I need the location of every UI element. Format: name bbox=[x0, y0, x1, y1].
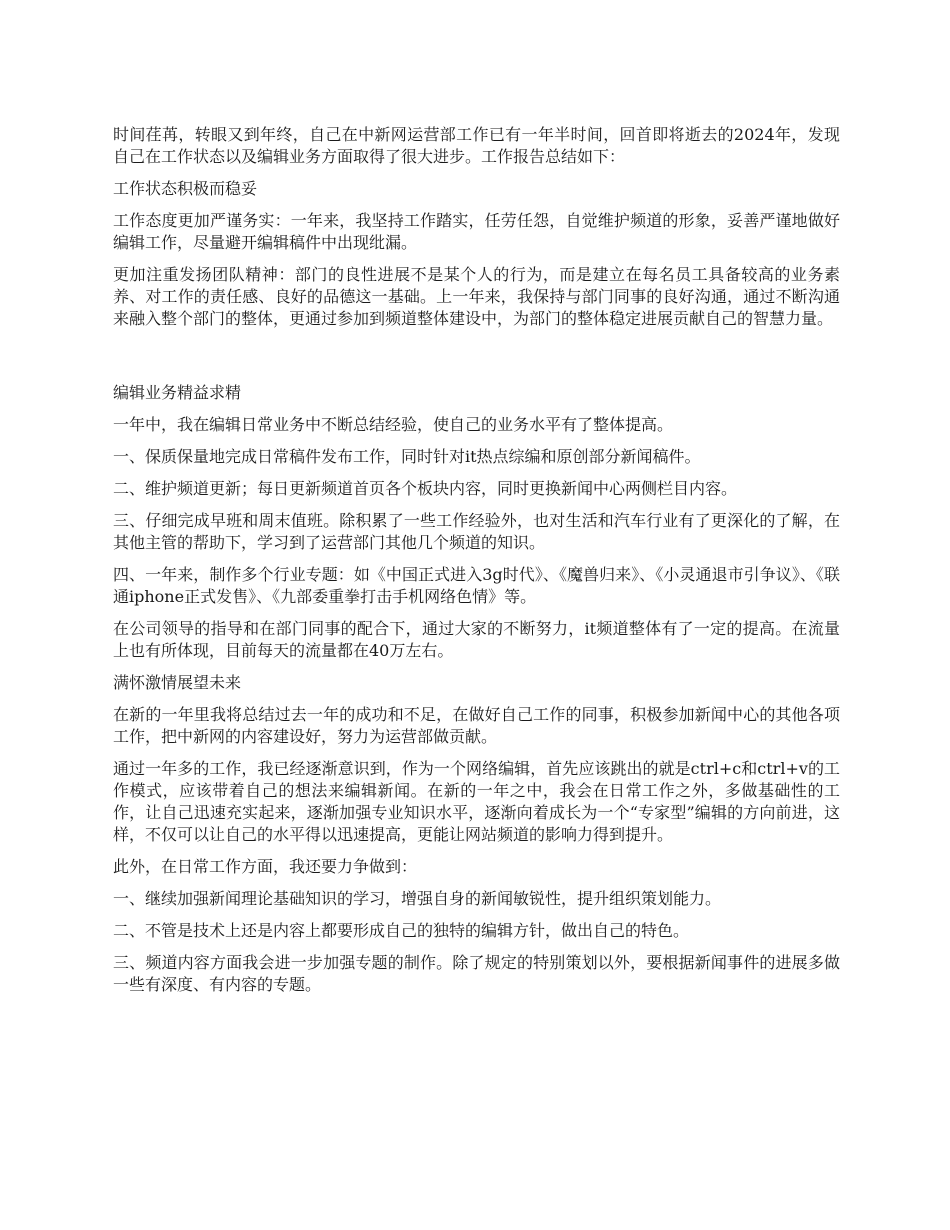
paragraph: 此外，在日常工作方面，我还要力争做到： bbox=[113, 857, 418, 876]
section-heading-editing: 编辑业务精益求精 bbox=[113, 383, 242, 402]
section-heading-future: 满怀激情展望未来 bbox=[113, 673, 242, 692]
paragraph: 工作态度更加严谨务实：一年来，我坚持工作踏实，任劳任怨，自觉维护频道的形象，妥善严谨地做好编辑工作，尽量避开编辑稿件中出现纰漏。 bbox=[113, 211, 840, 252]
paragraph: 一年中，我在编辑日常业务中不断总结经验，使自己的业务水平有了整体提高。 bbox=[113, 415, 674, 434]
paragraph: 二、不管是技术上还是内容上都要形成自己的独特的编辑方针，做出自己的特色。 bbox=[113, 921, 690, 940]
paragraph: 在公司领导的指导和在部门同事的配合下，通过大家的不断努力，it频道整体有了一定的提高。在流量上也有所体现，目前每天的流量都在40万左右。 bbox=[113, 619, 840, 660]
paragraph: 在新的一年里我将总结过去一年的成功和不足，在做好自己工作的同事，积极参加新闻中心的其他各项工作，把中新网的内容建设好，努力为运营部做贡献。 bbox=[113, 705, 840, 746]
paragraph: 一、继续加强新闻理论基础知识的学习，增强自身的新闻敏锐性，提升组织策划能力。 bbox=[113, 889, 722, 908]
section-spacer bbox=[113, 340, 840, 382]
paragraph: 二、维护频道更新；每日更新频道首页各个板块内容，同时更换新闻中心两侧栏目内容。 bbox=[113, 479, 738, 498]
paragraph: 通过一年多的工作，我已经逐渐意识到，作为一个网络编辑，首先应该跳出的就是ctrl+c和ctrl+v的工作模式，应该带着自己的想法来编辑新闻。在新的一年之中，我会在日常工作之外，多做基础性的工作，让自己迅速充实起来，逐渐加强专业知识水平，逐渐向着成长为一个“专家型”编辑的方向前进，这样，不仅可以让自己的水平得以迅速提高，更能让网站频道的影响力得到提升。 bbox=[113, 759, 840, 844]
paragraph: 四、一年来，制作多个行业专题：如《中国正式进入3g时代》、《魔兽归来》、《小灵通退市引争议》、《联通iphone正式发售》、《九部委重拳打击手机网络色情》等。 bbox=[113, 565, 840, 606]
paragraph: 三、频道内容方面我会进一步加强专题的制作。除了规定的特别策划以外，要根据新闻事件的进展多做一些有深度、有内容的专题。 bbox=[113, 953, 840, 994]
intro-paragraph: 时间荏苒，转眼又到年终，自己在中新网运营部工作已有一年半时间，回首即将逝去的2024年，发现自己在工作状态以及编辑业务方面取得了很大进步。工作报告总结如下： bbox=[113, 125, 840, 166]
section-heading-work-status: 工作状态积极而稳妥 bbox=[113, 179, 258, 198]
document-body bbox=[113, 124, 840, 1006]
paragraph: 一、保质保量地完成日常稿件发布工作，同时针对it热点综编和原创部分新闻稿件。 bbox=[113, 447, 701, 466]
paragraph: 更加注重发扬团队精神：部门的良性进展不是某个人的行为，而是建立在每名员工具备较高的业务素养、对工作的责任感、良好的品德这一基础。上一年来，我保持与部门同事的良好沟通，通过不断沟通来融入整个部门的整体，更通过参加到频道整体建设中，为部门的整体稳定进展贡献自己的智慧力量。 bbox=[113, 265, 840, 328]
paragraph: 三、仔细完成早班和周末值班。除积累了一些工作经验外，也对生活和汽车行业有了更深化的了解，在其他主管的帮助下，学习到了运营部门其他几个频道的知识。 bbox=[113, 511, 840, 552]
